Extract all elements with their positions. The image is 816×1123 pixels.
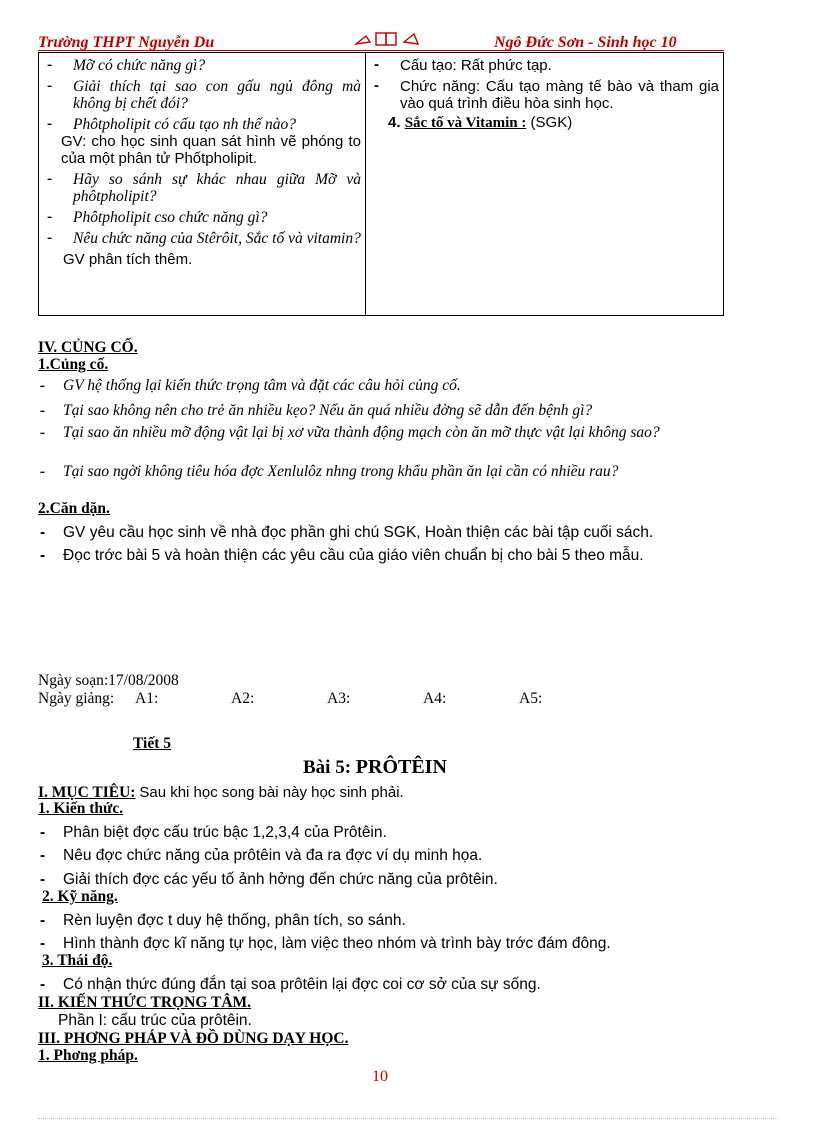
teach-date-row (38, 690, 728, 707)
list-item: - Tại sao không nên cho trẻ ăn nhiều kẹo? Nếu ăn quá nhiều đờng sẽ dẫn đến bệnh gì? (38, 402, 753, 419)
activity-table (38, 52, 724, 316)
header-rule (38, 50, 724, 51)
prep-date: Ngày soạn:17/08/2008 (38, 672, 179, 689)
section-title: III. PHƠNG PHÁP VÀ ĐỒ DÙNG DẠY HỌC. (38, 1030, 349, 1047)
teach-date-label: Ngày giảng: (38, 690, 115, 707)
class-slot: A2: (231, 690, 255, 707)
list-item: - Nêu đợc chức năng của prôtêin và đa ra đợc ví dụ minh họa. (38, 847, 753, 864)
list-item: - Mỡ có chức năng gì? (43, 57, 361, 74)
section-title: I. MỤC TIÊU: (38, 784, 136, 801)
section-title: IV. CỦNG CỐ. (38, 339, 138, 356)
gv-note: GV phân tích thêm. (63, 251, 193, 268)
page-number: 10 (372, 1068, 388, 1085)
subsection-title: 2.Căn dặn. (38, 500, 110, 517)
section-intro: Sau khi học song bài này học sinh phải. (139, 784, 404, 801)
header-school: Trường THPT Nguyễn Du (38, 34, 215, 51)
section-text: Phần I: cấu trúc của prôtêin. (58, 1012, 252, 1029)
list-item: - Giải thích tại sao con gấu ngủ đông mà không bị chết đói? (43, 78, 361, 112)
footer-rule (38, 1118, 778, 1119)
heading-number: 4. (388, 114, 401, 131)
list-item: - GV yêu cầu học sinh về nhà đọc phần ghi chú SGK, Hoàn thiện các bài tập cuối sách. (38, 524, 753, 541)
lesson-title-text: PRÔTÊIN (355, 756, 447, 778)
period-label: Tiết 5 (133, 735, 172, 752)
subsection-title: 1. Kiến thức. (38, 800, 124, 817)
class-slot: A3: (327, 690, 351, 707)
list-item: - Phôtpholipit cso chức năng gì? (43, 209, 361, 226)
class-slot: A4: (423, 690, 447, 707)
header-author: Ngô Đức Sơn - Sinh học 10 (494, 34, 677, 51)
lesson-title-prefix: Bài 5: (303, 757, 352, 778)
subsection-title: 3. Thái độ. (42, 952, 113, 969)
class-slot: A1: (135, 690, 159, 707)
lesson-title (303, 756, 447, 779)
subsection-title: 2. Kỹ năng. (42, 888, 118, 905)
table-right-cell (366, 53, 724, 316)
list-item: - Giải thích đợc các yếu tố ảnh hởng đến chức năng của prôtêin. (38, 871, 753, 888)
list-item: - Hãy so sánh sự khác nhau giữa Mỡ và phôtpholipit? (43, 171, 361, 205)
heading-note: (SGK) (530, 114, 573, 131)
list-item: - Tại sao ngời không tiêu hóa đợc Xenlulôz nhng trong khẩu phần ăn lại cần có nhiều rau? (38, 464, 728, 480)
table-left-cell (39, 53, 366, 316)
list-item: - Hình thành đợc kĩ năng tự học, làm việc theo nhóm và trình bày trớc đám đông. (38, 935, 753, 952)
subsection-title: 1.Củng cố. (38, 356, 109, 373)
list-item: - Phân biệt đợc cấu trúc bậc 1,2,3,4 của Prôtêin. (38, 824, 753, 841)
subsection-title: 1. Phơng pháp. (38, 1047, 138, 1064)
right-heading (370, 114, 719, 132)
list-item: - Tại sao ăn nhiều mỡ động vật lại bị xơ vữa thành động mạch còn ăn mỡ thực vật lại không sao? (38, 425, 728, 441)
gv-note: GV: cho học sinh quan sát hình vẽ phóng to của một phân tử Phốtpholipit. (61, 133, 361, 167)
section-title-row (38, 784, 728, 801)
list-item: - GV hệ thống lại kiến thức trọng tâm và đặt các câu hỏi củng cố. (38, 377, 753, 394)
list-item: - Phôtpholipit có cấu tạo nh thế nào? (43, 116, 361, 133)
list-item: - Có nhận thức đúng đắn tại soa prôtêin lại đợc coi cơ sở của sự sống. (38, 976, 753, 993)
section-title: II. KIẾN THỨC TRỌNG TÂM. (38, 994, 252, 1011)
list-item: - Cấu tạo: Rất phức tạp. (370, 57, 719, 74)
class-slot: A5: (519, 690, 543, 707)
heading-text: Sắc tố và Vitamin : (404, 115, 527, 131)
list-item: - Nêu chức năng của Stêrôit, Sắc tố và vitamin? (43, 230, 361, 247)
list-item: - Đọc trớc bài 5 và hoàn thiện các yêu cầu của giáo viên chuẩn bị cho bài 5 theo mẫu. (38, 547, 753, 564)
list-item: - Rèn luyện đợc t duy hệ thống, phân tích, so sánh. (38, 912, 753, 929)
list-item: - Chức năng: Cấu tạo màng tế bào và tham gia vào quá trình điều hòa sinh học. (370, 78, 719, 112)
